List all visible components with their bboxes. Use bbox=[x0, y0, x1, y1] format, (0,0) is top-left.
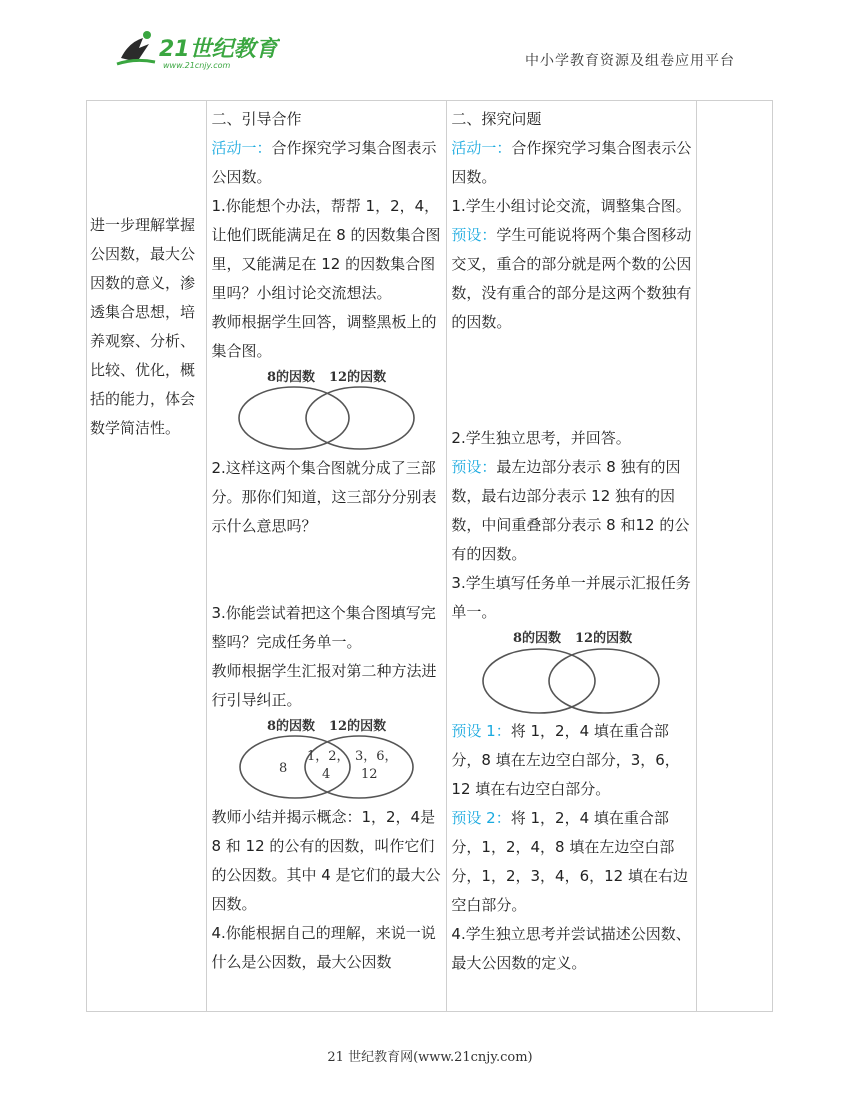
section-title: 二、引导合作 bbox=[211, 110, 302, 128]
preset-3-text: 将 1，2，4 填在重合部分，8 填在左边空白部分，3，6，12 填在右边空白部分。 bbox=[451, 722, 680, 798]
venn-diagram-student bbox=[451, 627, 691, 717]
venn-left-circle bbox=[240, 736, 350, 798]
venn-left-label: 8的因数 bbox=[267, 370, 316, 385]
venn-right-label: 12的因数 bbox=[329, 370, 387, 385]
venn-left-circle bbox=[239, 387, 349, 449]
answer-2: 2.学生独立思考，并回答。 bbox=[451, 429, 631, 447]
preset-label: 预设： bbox=[451, 226, 497, 244]
page-footer: 21 世纪教育网(www.21cnjy.com) bbox=[327, 1050, 533, 1065]
logo-title: 21世纪教育 bbox=[159, 37, 278, 62]
preset-2-text: 最左边部分表示 8 独有的因数，最右边部分表示 12 独有的因数，中间重叠部分表示 8 和12 的公有的因数。 bbox=[451, 458, 690, 563]
activity-label: 活动一： bbox=[211, 139, 272, 157]
preset-2-label: 预设 2： bbox=[451, 809, 511, 827]
student-activity-cell bbox=[447, 101, 697, 1012]
venn-diagram-empty bbox=[211, 366, 441, 454]
section-title: 二、探究问题 bbox=[451, 110, 542, 128]
table-row bbox=[87, 101, 773, 1012]
site-logo[interactable] bbox=[115, 28, 280, 72]
activity-text: 合作探究学习集合图表示公因数。 bbox=[451, 139, 692, 186]
spacer bbox=[451, 337, 693, 424]
venn-right-circle bbox=[306, 387, 414, 449]
venn-right-2: 12 bbox=[361, 767, 378, 782]
preset-1-label: 预设 1： bbox=[451, 722, 511, 740]
runner-logo-icon bbox=[115, 28, 280, 72]
venn-left-only: 8 bbox=[279, 761, 288, 776]
venn-right-label: 12的因数 bbox=[575, 631, 633, 646]
notes-cell bbox=[697, 101, 773, 1012]
preset-label: 预设： bbox=[451, 458, 497, 476]
venn-right-1: 3，6， bbox=[355, 749, 398, 764]
teacher-summary: 教师小结并揭示概念：1，2，4是 8 和 12 的公有的因数，叫作它们的公因数。其中 4 是它们的最大公因数。 bbox=[211, 808, 441, 913]
venn-left-label: 8的因数 bbox=[267, 719, 316, 734]
venn-both-1: 1，2， bbox=[307, 749, 350, 764]
question-2: 2.这样这两个集合图就分成了三部分。那你们知道，这三部分分别表示什么意思吗？ bbox=[211, 459, 437, 535]
page-header bbox=[0, 0, 860, 90]
preset-1-text: 学生可能说将两个集合图移动交叉，重合的部分就是两个数的公因数，没有重合的部分是这两个数独有的因数。 bbox=[451, 226, 692, 331]
activity-label: 活动一： bbox=[451, 139, 512, 157]
lesson-table bbox=[86, 100, 773, 1012]
venn-left-circle bbox=[483, 649, 595, 713]
answer-3: 3.学生填写任务单一并展示汇报任务单一。 bbox=[451, 574, 691, 621]
question-4: 4.你能根据自己的理解，来说一说什么是公因数，最大公因数 bbox=[211, 924, 436, 971]
preset-4-text: 将 1，2，4 填在重合部分，1，2，4，8 填在左边空白部分，1，2，3，4，6，12 填在右边空白部分。 bbox=[451, 809, 688, 914]
answer-4: 4.学生独立思考并尝试描述公因数、最大公因数的定义。 bbox=[451, 925, 691, 972]
goal-text: 进一步理解掌握公因数，最大公因数的意义，渗透集合思想，培养观察、分析、比较、优化，概括的能力，体会数学简洁性。 bbox=[90, 216, 196, 437]
platform-name: 中小学教育资源及组卷应用平台 bbox=[525, 53, 735, 69]
venn-left-label: 8的因数 bbox=[513, 631, 562, 646]
spacer bbox=[211, 541, 443, 599]
teacher-note-2: 教师根据学生汇报对第二种方法进行引导纠正。 bbox=[211, 662, 437, 709]
venn-right-label: 12的因数 bbox=[329, 719, 387, 734]
venn-both-2: 4 bbox=[322, 767, 331, 782]
venn-diagram-filled bbox=[211, 715, 441, 803]
question-1: 1.你能想个办法，帮帮 1，2，4，让他们既能满足在 8 的因数集合图里，又能满足在 12 的因数集合图里吗？小组讨论交流想法。 bbox=[211, 197, 441, 302]
activity-text: 合作探究学习集合图表示公因数。 bbox=[211, 139, 437, 186]
goal-cell bbox=[87, 101, 207, 1012]
logo-url: www.21cnjy.com bbox=[163, 61, 231, 70]
teacher-activity-cell bbox=[207, 101, 447, 1012]
teacher-note-1: 教师根据学生回答，调整黑板上的集合图。 bbox=[211, 313, 437, 360]
venn-right-circle bbox=[549, 649, 659, 713]
answer-1: 1.学生小组讨论交流，调整集合图。 bbox=[451, 197, 691, 215]
question-3: 3.你能尝试着把这个集合图填写完整吗？完成任务单一。 bbox=[211, 604, 436, 651]
